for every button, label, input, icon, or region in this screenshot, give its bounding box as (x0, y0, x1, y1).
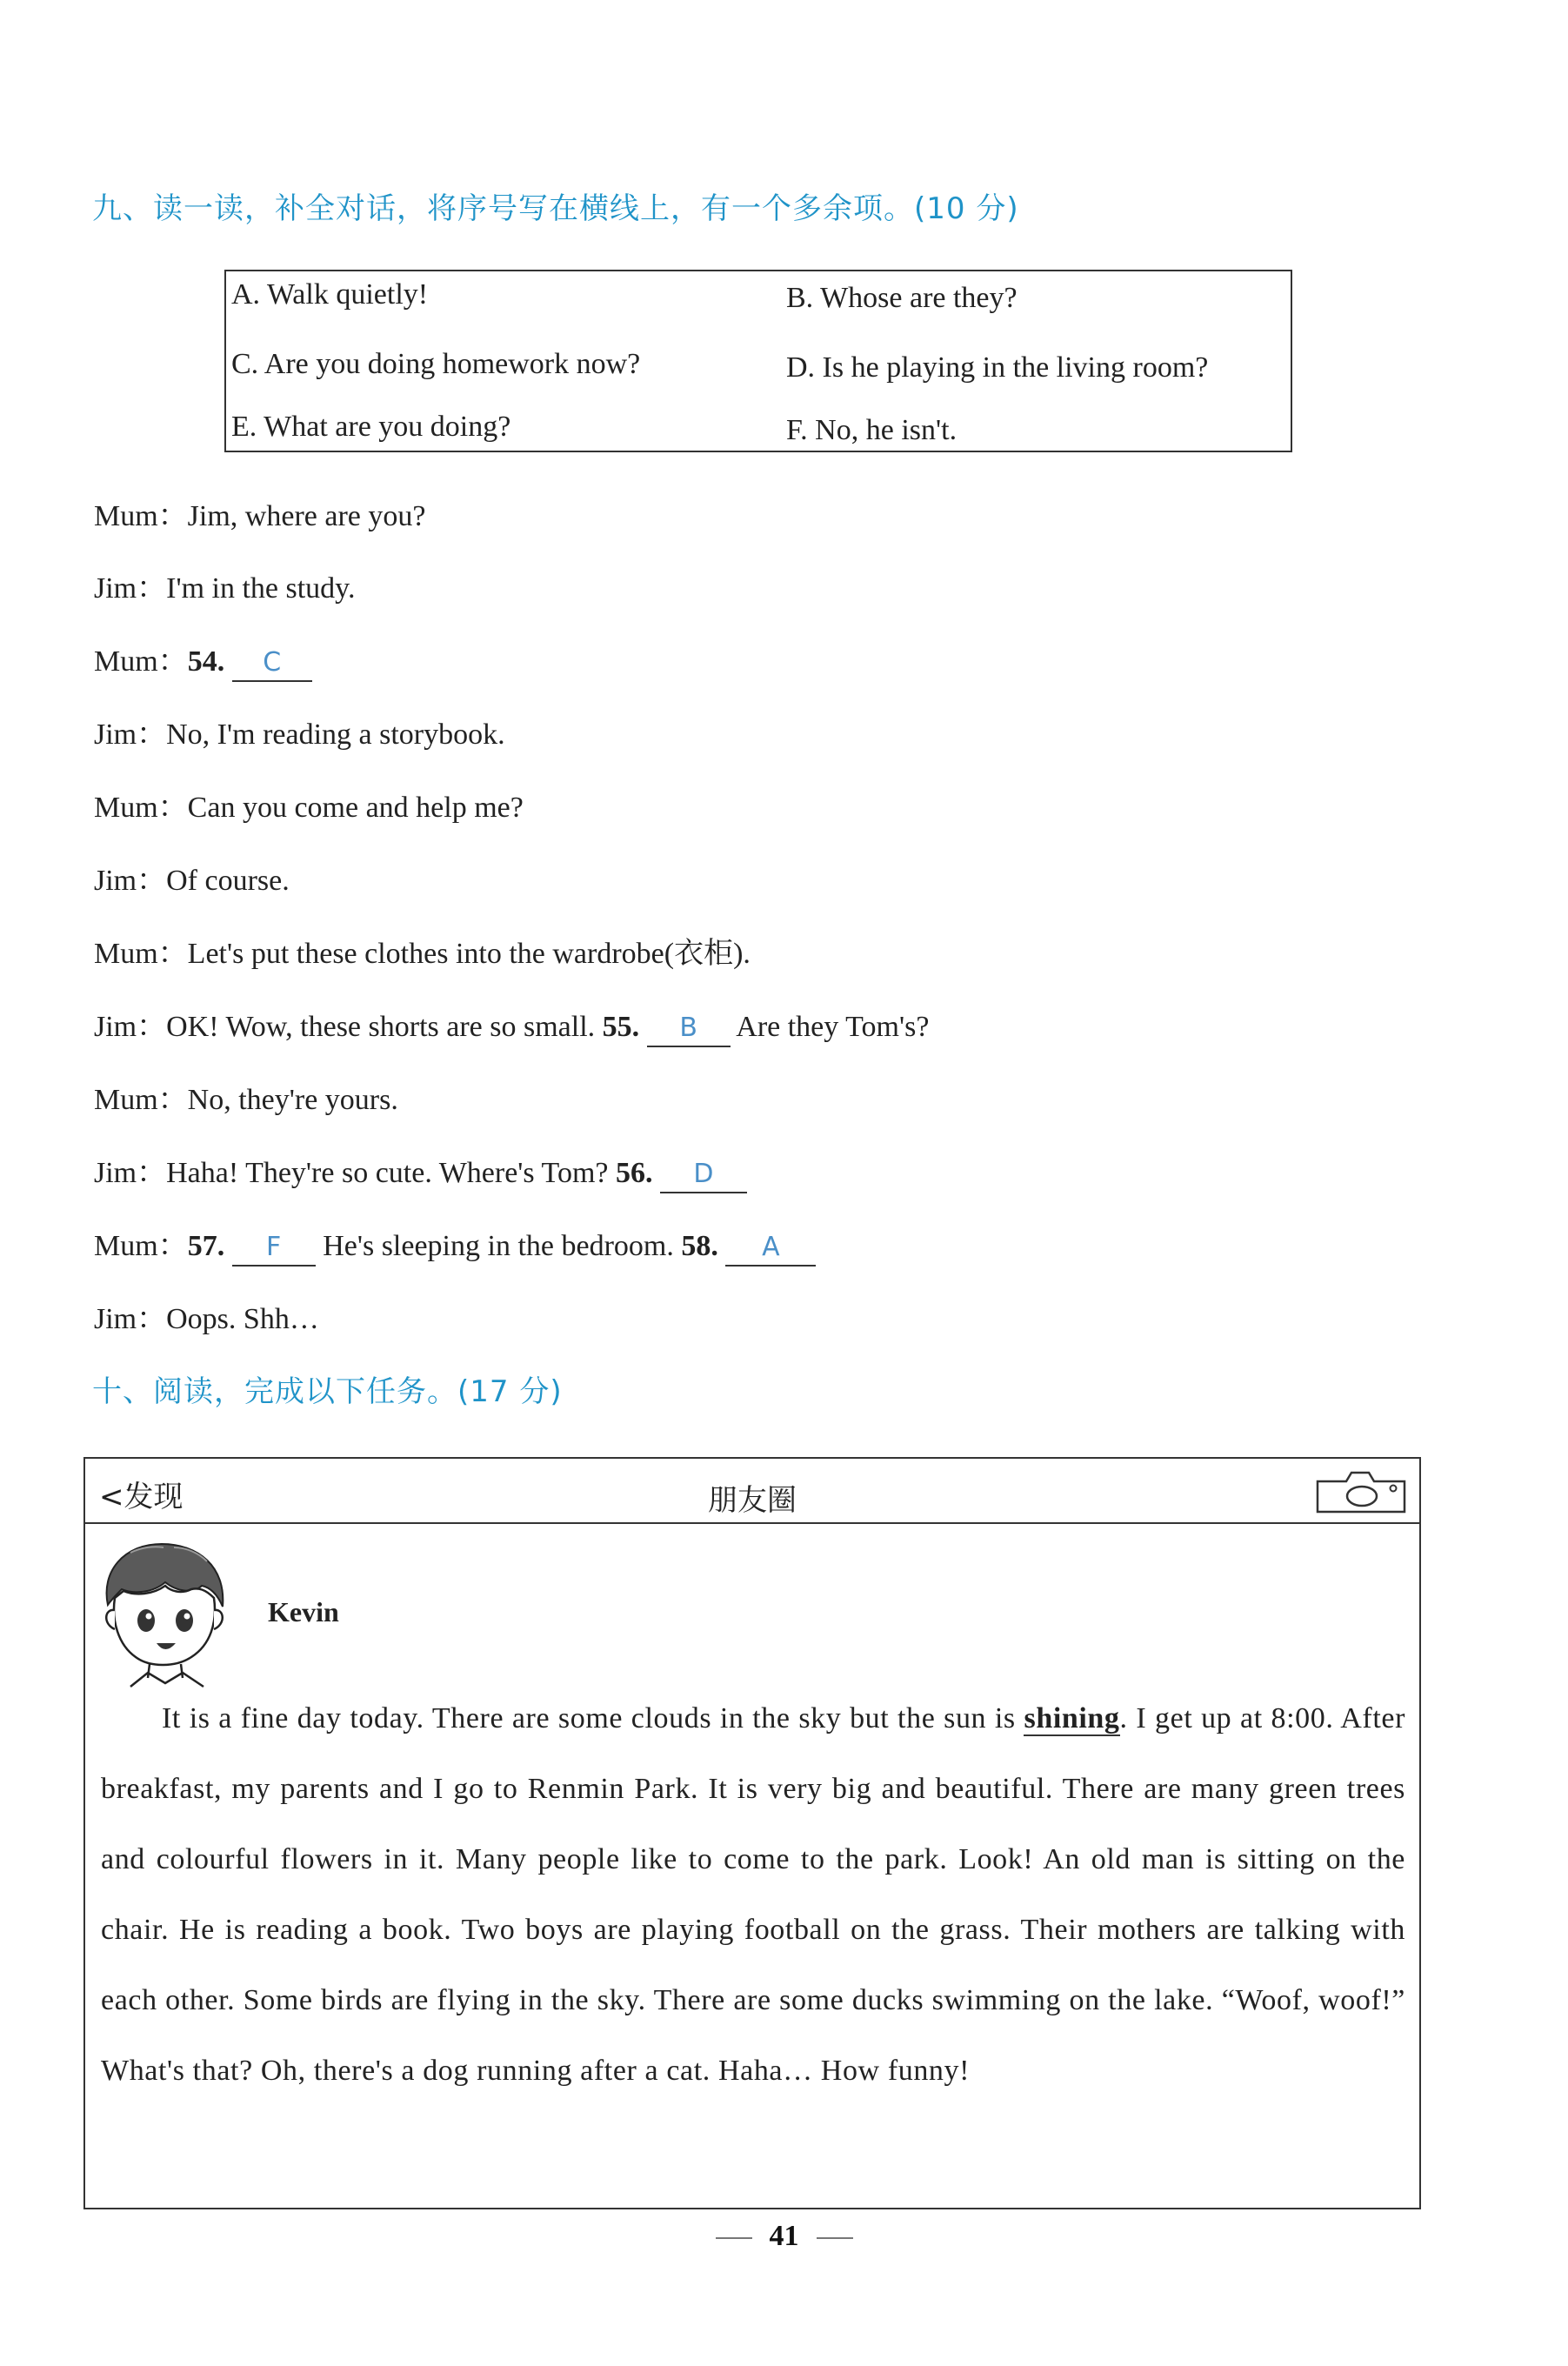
answer-blank-57[interactable]: F (232, 1230, 316, 1267)
dialogue-line (94, 1148, 747, 1193)
option-f: F. No, he isn't. (786, 414, 957, 446)
question-number: 57. (187, 1230, 225, 1262)
section-10-title: 十、阅读，完成以下任务。(17 分) (92, 1374, 563, 1409)
dialogue-text: Jim：OK! Wow, these shorts are so small. (94, 1011, 603, 1043)
answer-blank-58[interactable]: A (725, 1230, 816, 1267)
dialogue-text: Are they Tom's? (730, 1011, 930, 1043)
option-a: A. Walk quietly! (231, 278, 429, 311)
moments-title: 朋友圈 (708, 1483, 797, 1518)
question-number: 56. (615, 1157, 653, 1189)
option-e: E. What are you doing? (231, 411, 511, 443)
camera-icon[interactable] (1315, 1469, 1407, 1514)
page-number (0, 2220, 1568, 2253)
page-number-text: 41 (769, 2220, 799, 2252)
dialogue-line: Jim：I'm in the study. (94, 572, 356, 605)
post-text-part: . I get up at 8:00. After breakfast, my parents and I go to Renmin Park. It is very big and beautiful. There are many green trees and colourful flowers in it. Many people like to come to the park. Look! An old man is sitting on the chair. He is reading a book. Two boys are playing football on the grass. Their mothers are talking with each other. Some birds are flying in the sky. There are some ducks swimming on the lake. “Woof, woof!” What's that? Oh, there's a dog running after a cat. Haha… How funny! (101, 1702, 1406, 2087)
keyword-shining: shining (1024, 1702, 1120, 1734)
moments-header (85, 1459, 1419, 1524)
dialogue-text: He's sleeping in the bedroom. (315, 1230, 682, 1262)
option-b: B. Whose are they? (786, 282, 1018, 314)
speaker-prefix: Mum： (94, 645, 188, 678)
divider (716, 2237, 752, 2239)
question-number: 54. (187, 645, 225, 678)
question-number: 58. (681, 1230, 718, 1262)
dialogue-line (94, 1221, 816, 1267)
speaker-prefix: Mum： (94, 1230, 188, 1262)
dialogue-line (94, 1002, 929, 1047)
dialogue-line: Mum：Can you come and help me? (94, 792, 524, 824)
dialogue-text: Jim：Haha! They're so cute. Where's Tom? (94, 1157, 616, 1189)
dialogue-line: Mum：No, they're yours. (94, 1084, 398, 1116)
answer-blank-55[interactable]: B (647, 1011, 731, 1047)
option-c: C. Are you doing homework now? (231, 348, 641, 380)
dialogue-line: Jim：Oops. Shh… (94, 1303, 319, 1335)
options-box (224, 270, 1292, 452)
back-button[interactable]: <发现 (99, 1480, 183, 1514)
dialogue-line: Mum：Jim, where are you? (94, 500, 426, 532)
dialogue-line: Mum：Let's put these clothes into the wardrobe(衣柜). (94, 938, 751, 970)
option-d: D. Is he playing in the living room? (786, 351, 1209, 384)
divider (817, 2237, 853, 2239)
avatar (96, 1537, 235, 1689)
post-text-part: It is a fine day today. There are some clouds in the sky but the sun is (162, 1702, 1024, 1734)
section-9-title: 九、读一读，补全对话，将序号写在横线上，有一个多余项。(10 分) (92, 191, 1019, 226)
answer-blank-54[interactable]: C (232, 645, 312, 682)
dialogue-line (94, 637, 312, 682)
dialogue-line: Jim：No, I'm reading a storybook. (94, 718, 505, 751)
answer-blank-56[interactable]: D (660, 1157, 747, 1193)
question-number: 55. (602, 1011, 640, 1043)
moments-post-text (101, 1683, 1405, 2106)
user-name: Kevin (268, 1596, 339, 1627)
dialogue-line: Jim：Of course. (94, 865, 290, 897)
moments-card (83, 1457, 1421, 2209)
